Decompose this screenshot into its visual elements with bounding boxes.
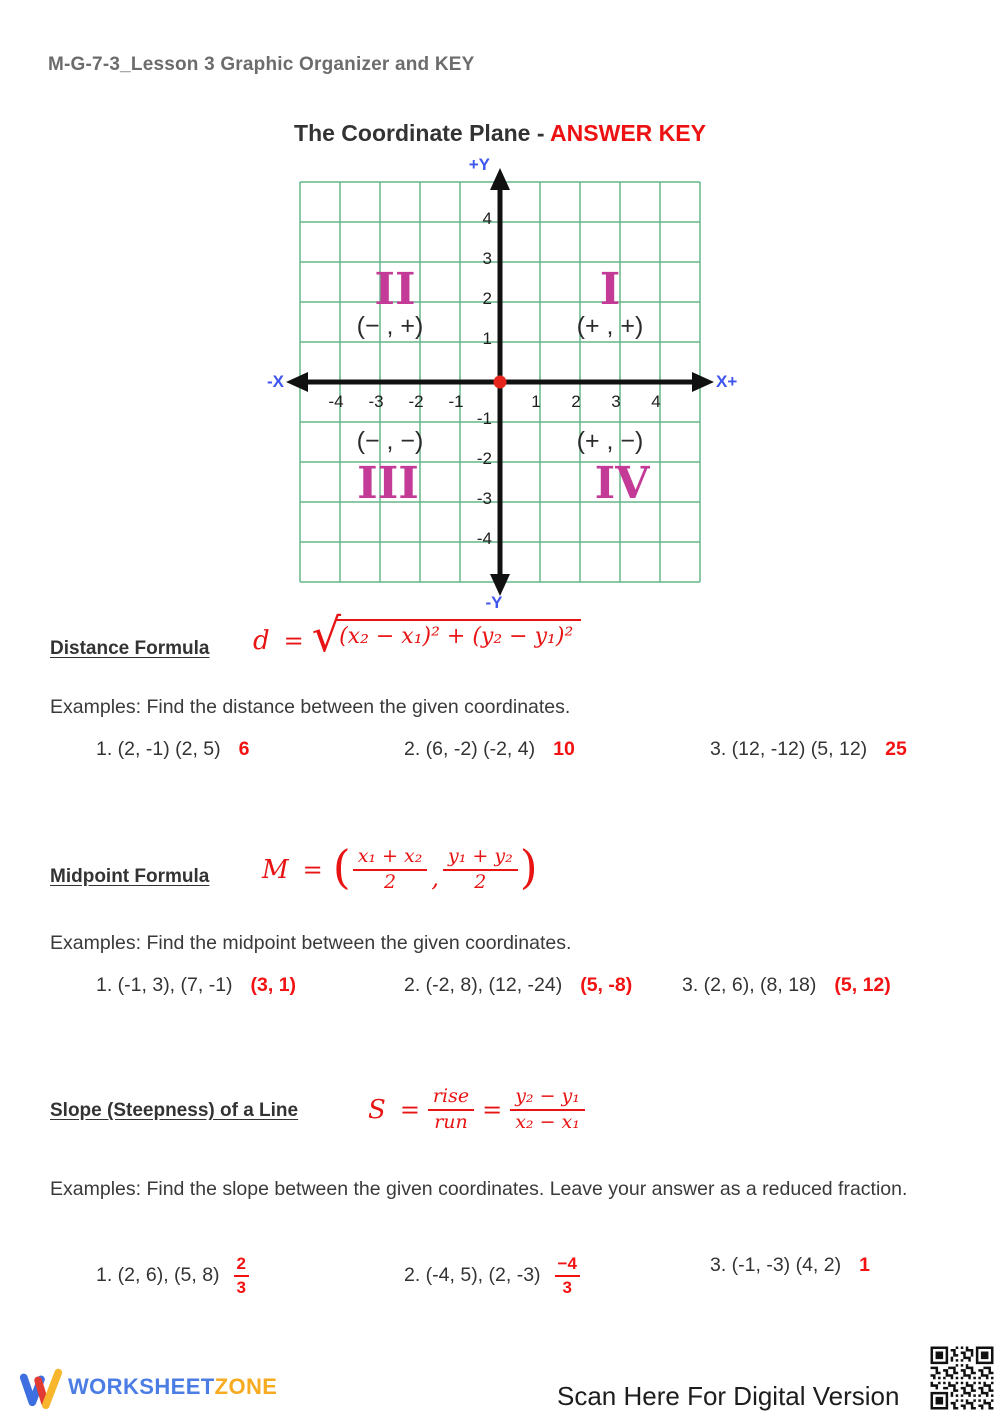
answer-fraction bbox=[555, 1254, 580, 1297]
y-tick: 2 bbox=[482, 289, 492, 308]
midpoint-formula-heading: Midpoint Formula bbox=[50, 866, 210, 887]
midpoint-example-2 bbox=[404, 974, 632, 997]
slope-formula-equals-2: = bbox=[482, 1095, 503, 1124]
distance-example-2 bbox=[404, 738, 575, 761]
quadrant-1-numeral: I bbox=[599, 264, 621, 315]
answer: 6 bbox=[238, 738, 250, 760]
fraction-denominator: run bbox=[434, 1110, 468, 1133]
brand-text bbox=[68, 1374, 277, 1400]
fraction-denominator: 2 bbox=[474, 870, 487, 893]
example-prompt: 1. (2, -1) (2, 5) bbox=[96, 738, 221, 760]
x-axis-left-arrow bbox=[286, 372, 308, 392]
example-prompt: 2. (-4, 5), (2, -3) bbox=[404, 1264, 541, 1287]
worksheetzone-logo-icon bbox=[18, 1364, 64, 1410]
midpoint-formula-equals: = bbox=[302, 855, 323, 884]
delta-fraction bbox=[510, 1086, 585, 1134]
answer: (3, 1) bbox=[250, 974, 297, 996]
distance-examples-intro: Examples: Find the distance between the given coordinates. bbox=[50, 696, 571, 718]
fraction-numerator: y₂ − y₁ bbox=[510, 1086, 585, 1111]
rise-run-fraction bbox=[428, 1086, 474, 1134]
radical-sign: √ bbox=[311, 608, 342, 662]
x-tick: -3 bbox=[368, 392, 384, 411]
example-prompt: 1. (-1, 3), (7, -1) bbox=[96, 974, 233, 996]
slope-example-3 bbox=[710, 1254, 870, 1277]
y-tick: -4 bbox=[476, 529, 492, 548]
x-tick: 4 bbox=[651, 392, 661, 411]
fraction-denominator: 3 bbox=[236, 1277, 247, 1297]
fraction-denominator: x₂ − x₁ bbox=[515, 1110, 580, 1133]
fraction-numerator: x₁ + x₂ bbox=[353, 846, 428, 871]
quadrant-3-signs: (− , −) bbox=[356, 427, 424, 455]
midpoint-examples-row bbox=[0, 974, 1000, 1030]
example-prompt: 3. (-1, -3) (4, 2) bbox=[710, 1254, 842, 1276]
page-title-main: The Coordinate Plane - bbox=[294, 120, 551, 146]
fraction-numerator: −4 bbox=[555, 1254, 580, 1277]
quadrant-2-signs: (− , +) bbox=[356, 312, 424, 340]
y-tick: 3 bbox=[482, 249, 492, 268]
axis-label-plus-y: +Y bbox=[468, 156, 490, 174]
y-tick: 4 bbox=[482, 209, 492, 228]
slope-heading: Slope (Steepness) of a Line bbox=[50, 1100, 299, 1121]
page-title bbox=[0, 120, 1000, 147]
fraction-denominator: 3 bbox=[562, 1277, 572, 1297]
fraction-numerator: rise bbox=[428, 1086, 474, 1111]
quadrant-4-signs: (+ , −) bbox=[576, 427, 644, 455]
x-tick: 2 bbox=[571, 392, 581, 411]
slope-example-2 bbox=[404, 1254, 580, 1297]
qr-code-svg bbox=[928, 1344, 996, 1412]
axis-label-minus-x: -X bbox=[267, 372, 284, 391]
axis-label-minus-y: -Y bbox=[485, 593, 503, 612]
example-prompt: 2. (6, -2) (-2, 4) bbox=[404, 738, 536, 760]
comma: , bbox=[431, 863, 439, 892]
midpoint-example-1 bbox=[96, 974, 296, 997]
y-tick: -2 bbox=[476, 449, 492, 468]
distance-example-3 bbox=[710, 738, 907, 761]
slope-examples-row bbox=[0, 1242, 1000, 1302]
x-tick: -4 bbox=[328, 392, 344, 411]
y-tick: -1 bbox=[476, 409, 492, 428]
x-tick: 3 bbox=[611, 392, 621, 411]
slope-formula-equals: = bbox=[399, 1095, 420, 1124]
answer: (5, -8) bbox=[580, 974, 633, 996]
midpoint-frac-y bbox=[443, 846, 518, 894]
fraction-numerator: 2 bbox=[234, 1254, 249, 1277]
coordinate-plane-svg bbox=[258, 156, 742, 612]
distance-formula-heading: Distance Formula bbox=[50, 638, 210, 659]
slope-formula-lhs: S bbox=[368, 1094, 386, 1125]
distance-formula bbox=[253, 608, 581, 662]
quadrant-4-numeral: IV bbox=[594, 458, 650, 509]
brand-zone: ZONE bbox=[214, 1374, 278, 1399]
x-axis-right-arrow bbox=[692, 372, 714, 392]
radicand: (x₂ − x₁)² + (y₂ − y₁)² bbox=[336, 619, 581, 649]
distance-examples-row bbox=[0, 738, 1000, 794]
y-tick: -3 bbox=[476, 489, 492, 508]
coordinate-plane bbox=[258, 156, 742, 617]
y-tick: 1 bbox=[482, 329, 492, 348]
answer: (5, 12) bbox=[834, 974, 891, 996]
slope-examples-intro: Examples: Find the slope between the given coordinates. Leave your answer as a reduced fraction. bbox=[50, 1178, 908, 1200]
scan-here-text: Scan Here For Digital Version bbox=[557, 1381, 900, 1411]
fraction-numerator: y₁ + y₂ bbox=[443, 846, 518, 871]
answer-fraction bbox=[234, 1254, 249, 1297]
axis-label-plus-x: X+ bbox=[716, 372, 738, 391]
example-prompt: 2. (-2, 8), (12, -24) bbox=[404, 974, 563, 996]
answer: 1 bbox=[859, 1254, 870, 1276]
square-root bbox=[311, 608, 582, 662]
worksheetzone-logo bbox=[18, 1364, 277, 1410]
fraction-denominator: 2 bbox=[383, 870, 397, 893]
answer: 25 bbox=[885, 738, 907, 760]
qr-code bbox=[928, 1344, 996, 1416]
slope-formula bbox=[368, 1086, 585, 1134]
midpoint-examples-intro: Examples: Find the midpoint between the given coordinates. bbox=[50, 932, 572, 954]
midpoint-example-3 bbox=[682, 974, 891, 997]
example-prompt: 3. (2, 6), (8, 18) bbox=[682, 974, 817, 996]
x-tick: -1 bbox=[448, 392, 464, 411]
quadrant-1-signs: (+ , +) bbox=[576, 312, 644, 340]
example-prompt: 3. (12, -12) (5, 12) bbox=[710, 738, 868, 760]
page-title-answer-key: ANSWER KEY bbox=[550, 120, 706, 146]
distance-formula-lhs: d bbox=[253, 626, 270, 656]
distance-formula-equals: = bbox=[283, 627, 304, 655]
y-axis-top-arrow bbox=[490, 168, 510, 190]
quadrant-3-numeral: III bbox=[357, 458, 419, 509]
slope-example-1 bbox=[96, 1254, 249, 1297]
open-paren: ( bbox=[332, 840, 351, 895]
x-tick: 1 bbox=[531, 392, 541, 411]
close-paren: ) bbox=[519, 840, 538, 895]
quadrant-2-numeral: II bbox=[374, 264, 416, 315]
midpoint-frac-x bbox=[353, 846, 428, 894]
distance-example-1 bbox=[96, 738, 249, 761]
midpoint-formula bbox=[262, 840, 540, 895]
midpoint-formula-lhs: M bbox=[262, 854, 289, 885]
example-prompt: 1. (2, 6), (5, 8) bbox=[96, 1264, 220, 1287]
origin-dot bbox=[494, 376, 507, 389]
x-tick: -2 bbox=[408, 392, 424, 411]
document-header: M-G-7-3_Lesson 3 Graphic Organizer and KEY bbox=[48, 54, 475, 75]
brand-worksheet: WORKSHEET bbox=[68, 1374, 215, 1399]
answer: 10 bbox=[553, 738, 575, 760]
